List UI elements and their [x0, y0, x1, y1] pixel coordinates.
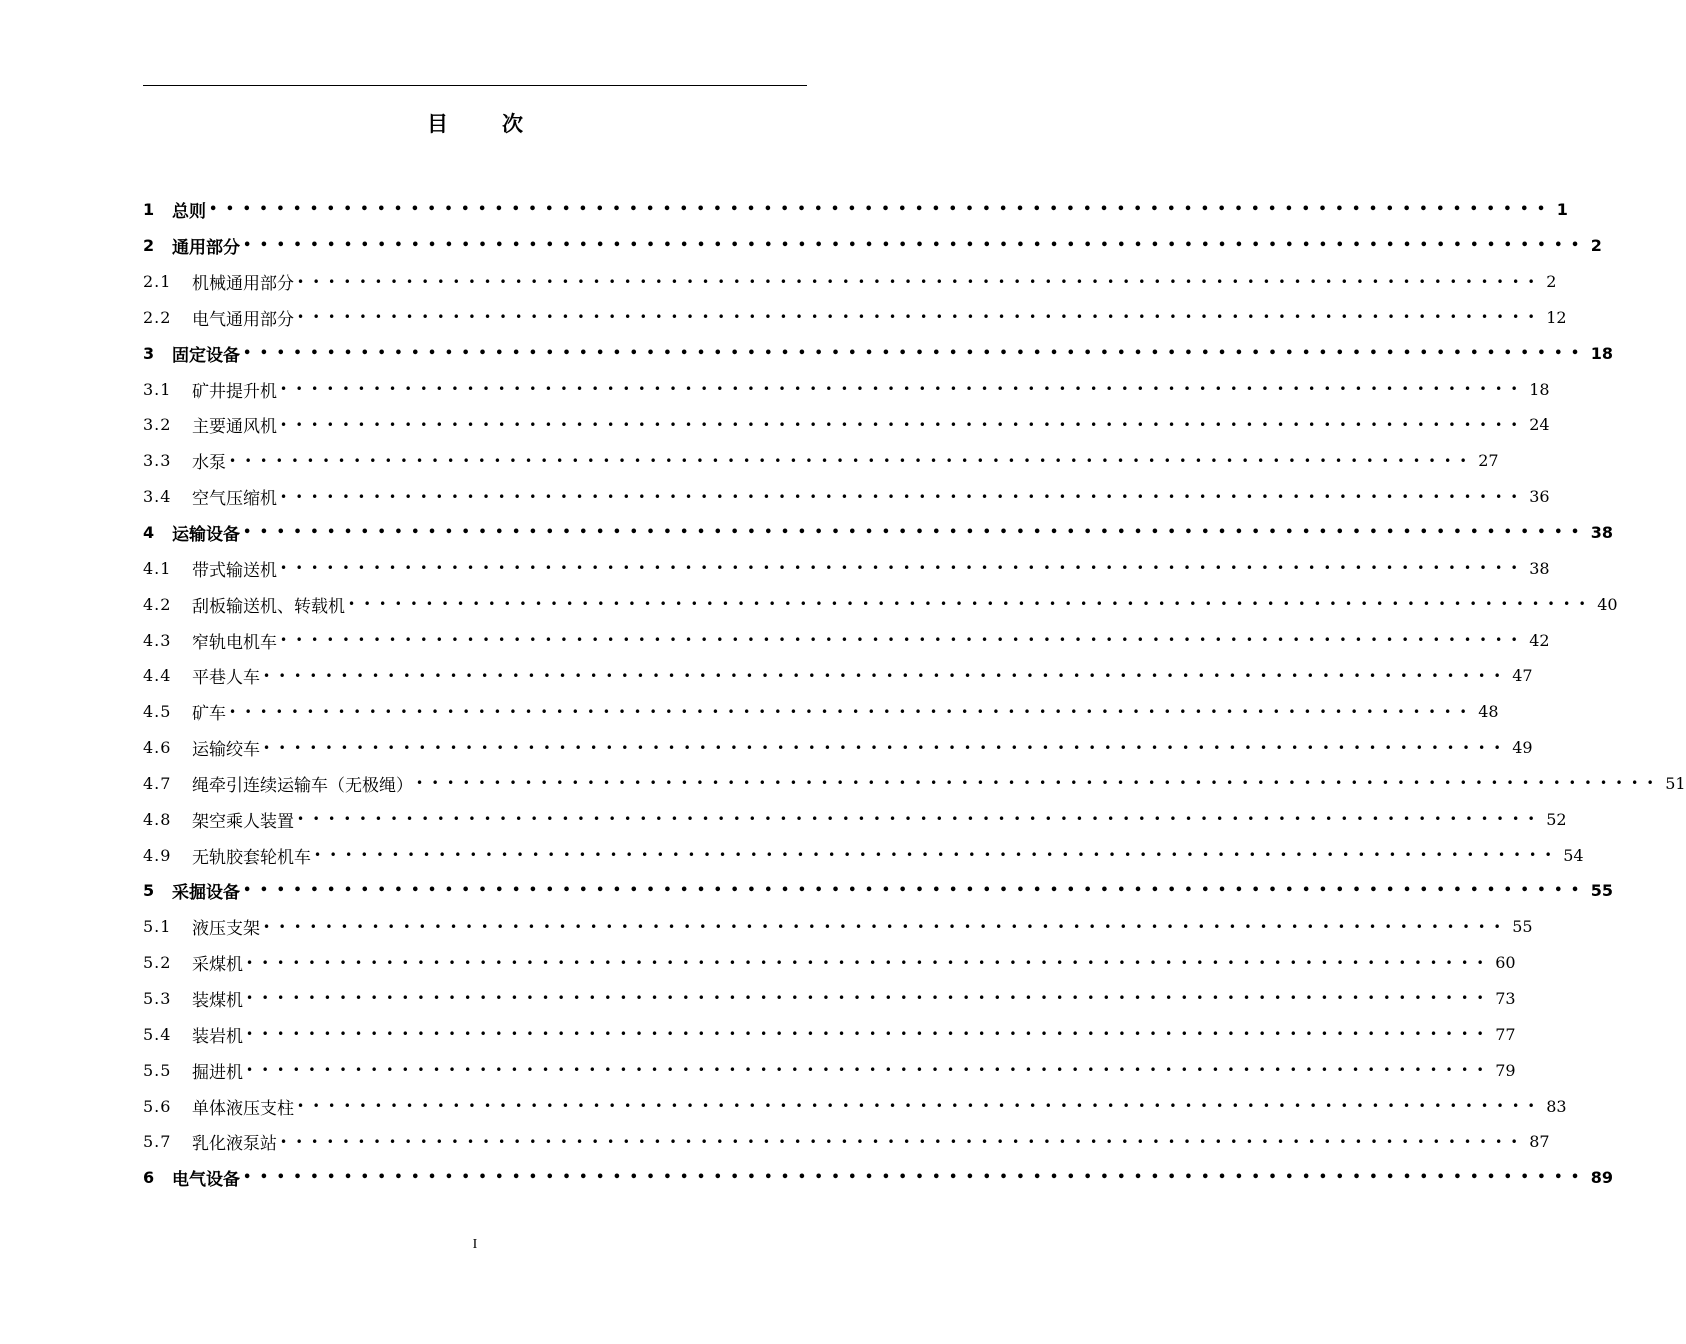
- toc-entry-page: 40: [1597, 594, 1618, 614]
- toc-dot-leader: ••••••••••••••••••••••••••••••••••••••••••••••••••••••••••••••••••••••••••••••••: [348, 597, 1595, 612]
- toc-entry-title: 主要通风机: [192, 417, 277, 438]
- toc-entry-title: 乳化液泵站: [192, 1134, 277, 1155]
- toc-section-entry[interactable]: [143, 730, 1533, 766]
- toc-entry-number: 1: [143, 200, 155, 220]
- toc-entry-page: 2: [1546, 272, 1557, 292]
- toc-section-entry[interactable]: [143, 586, 1618, 622]
- toc-dot-leader: ••••••••••••••••••••••••••••••••••••••••••••••••••••••••••••••••••••••••••••••••: [243, 883, 1588, 899]
- toc-entry-page: 51: [1665, 773, 1686, 793]
- toc-entry-title: 水泵: [192, 453, 226, 474]
- toc-entry-page: 54: [1563, 845, 1584, 865]
- toc-dot-leader: ••••••••••••••••••••••••••••••••••••••••••••••••••••••••••••••••••••••••••••••••: [229, 704, 1476, 719]
- toc-entry-title: 运输设备: [172, 525, 240, 546]
- toc-entry-title: 运输绞车: [192, 740, 260, 761]
- toc-entry-title: 采掘设备: [172, 883, 240, 904]
- toc-dot-leader: ••••••••••••••••••••••••••••••••••••••••••••••••••••••••••••••••••••••••••••••••: [280, 1134, 1527, 1149]
- toc-entry-title: 液压支架: [192, 919, 260, 940]
- toc-entry-page: 2: [1590, 236, 1602, 256]
- toc-section-entry[interactable]: [143, 694, 1499, 730]
- toc-entry-number: 2: [143, 236, 155, 256]
- toc-entry-title: 掘进机: [192, 1062, 243, 1083]
- toc-entry-number: 4.6: [143, 738, 172, 758]
- toc-entry-page: 79: [1495, 1060, 1516, 1080]
- toc-dot-leader: ••••••••••••••••••••••••••••••••••••••••••••••••••••••••••••••••••••••••••••••••: [263, 668, 1510, 683]
- toc-section-entry[interactable]: [143, 300, 1567, 336]
- toc-dot-leader: ••••••••••••••••••••••••••••••••••••••••••••••••••••••••••••••••••••••••••••••••: [280, 489, 1527, 504]
- toc-section-entry[interactable]: [143, 945, 1516, 981]
- toc-section-entry[interactable]: [143, 1016, 1516, 1052]
- toc-entry-number: 4.1: [143, 558, 172, 578]
- toc-entry-page: 55: [1590, 881, 1613, 901]
- toc-section-entry[interactable]: [143, 837, 1584, 873]
- toc-dot-leader: ••••••••••••••••••••••••••••••••••••••••••••••••••••••••••••••••••••••••••••••••: [209, 202, 1554, 218]
- page-number: I: [472, 1237, 478, 1252]
- toc-entry-number: 4.8: [143, 809, 172, 829]
- toc-entry-number: 4.2: [143, 594, 172, 614]
- toc-entry-page: 42: [1529, 630, 1550, 650]
- toc-entry-number: 3.4: [143, 487, 172, 507]
- toc-entry-number: 3.3: [143, 451, 172, 471]
- toc-dot-leader: ••••••••••••••••••••••••••••••••••••••••••••••••••••••••••••••••••••••••••••••••: [246, 991, 1493, 1006]
- toc-entry-number: 3.2: [143, 415, 172, 435]
- toc-dot-leader: ••••••••••••••••••••••••••••••••••••••••••••••••••••••••••••••••••••••••••••••••: [297, 310, 1544, 325]
- toc-section-entry[interactable]: [143, 371, 1550, 407]
- toc-entry-title: 固定设备: [172, 345, 240, 366]
- toc-section-entry[interactable]: [143, 981, 1516, 1017]
- toc-chapter-entry[interactable]: [143, 515, 1613, 551]
- toc-entry-title: 架空乘人装置: [192, 811, 294, 832]
- toc-dot-leader: ••••••••••••••••••••••••••••••••••••••••••••••••••••••••••••••••••••••••••••••••: [297, 274, 1544, 289]
- toc-entry-title: 电气通用部分: [192, 309, 294, 330]
- toc-entry-page: 83: [1546, 1096, 1567, 1116]
- toc-entry-page: 52: [1546, 809, 1567, 829]
- toc-entry-title: 窄轨电机车: [192, 632, 277, 653]
- toc-entry-number: 4.9: [143, 845, 172, 865]
- toc-entry-number: 3.1: [143, 379, 172, 399]
- toc-section-entry[interactable]: [143, 801, 1567, 837]
- toc-entry-page: 1: [1556, 200, 1568, 220]
- toc-entry-number: 5.1: [143, 917, 172, 937]
- toc-entry-page: 18: [1590, 343, 1613, 363]
- toc-entry-page: 38: [1529, 558, 1550, 578]
- toc-entry-title: 带式输送机: [192, 560, 277, 581]
- toc-entry-number: 4.4: [143, 666, 172, 686]
- header-rule: [143, 85, 807, 86]
- toc-entry-number: 2.2: [143, 307, 172, 327]
- page-title: [0, 108, 950, 140]
- toc-dot-leader: ••••••••••••••••••••••••••••••••••••••••••••••••••••••••••••••••••••••••••••••••: [229, 453, 1476, 468]
- title-part-1: 目: [427, 112, 448, 136]
- toc-entry-page: 18: [1529, 379, 1550, 399]
- toc-entry-number: 4.5: [143, 702, 172, 722]
- toc-entry-number: 5.4: [143, 1024, 172, 1044]
- toc-entry-title: 无轨胶套轮机车: [192, 847, 311, 868]
- title-part-2: 次: [502, 112, 523, 136]
- toc-section-entry[interactable]: [143, 550, 1550, 586]
- toc-dot-leader: ••••••••••••••••••••••••••••••••••••••••••••••••••••••••••••••••••••••••••••••••: [297, 812, 1544, 827]
- toc-dot-leader: ••••••••••••••••••••••••••••••••••••••••••••••••••••••••••••••••••••••••••••••••: [263, 740, 1510, 755]
- toc-entry-title: 矿井提升机: [192, 381, 277, 402]
- toc-entry-page: 12: [1546, 307, 1567, 327]
- toc-entry-number: 5: [143, 881, 155, 901]
- toc-entry-page: 73: [1495, 988, 1516, 1008]
- toc-section-entry[interactable]: [143, 909, 1533, 945]
- toc-section-entry[interactable]: [143, 1124, 1550, 1160]
- toc-chapter-entry[interactable]: [143, 335, 1613, 371]
- toc-entry-title: 单体液压支柱: [192, 1098, 294, 1119]
- toc-entry-page: 36: [1529, 487, 1550, 507]
- toc-entry-number: 5.3: [143, 988, 172, 1008]
- toc-entry-title: 绳牵引连续运输车（无极绳）: [192, 775, 413, 796]
- toc-dot-leader: ••••••••••••••••••••••••••••••••••••••••••••••••••••••••••••••••••••••••••••••••: [243, 525, 1588, 541]
- toc-entry-title: 机械通用部分: [192, 274, 294, 295]
- toc-entry-title: 装煤机: [192, 990, 243, 1011]
- toc-entry-number: 5.6: [143, 1096, 172, 1116]
- toc-section-entry[interactable]: [143, 658, 1533, 694]
- toc-entry-title: 矿车: [192, 704, 226, 725]
- toc-entry-page: 24: [1529, 415, 1550, 435]
- toc-entry-page: 87: [1529, 1132, 1550, 1152]
- toc-section-entry[interactable]: [143, 1088, 1567, 1124]
- toc-section-entry[interactable]: [143, 622, 1550, 658]
- toc-dot-leader: ••••••••••••••••••••••••••••••••••••••••••••••••••••••••••••••••••••••••••••••••: [280, 417, 1527, 432]
- toc-dot-leader: ••••••••••••••••••••••••••••••••••••••••••••••••••••••••••••••••••••••••••••••••: [297, 1099, 1544, 1114]
- toc-entry-page: 38: [1590, 523, 1613, 543]
- toc-dot-leader: ••••••••••••••••••••••••••••••••••••••••••••••••••••••••••••••••••••••••••••••••: [280, 561, 1527, 576]
- toc-entry-page: 55: [1512, 917, 1533, 937]
- toc-dot-leader: ••••••••••••••••••••••••••••••••••••••••••••••••••••••••••••••••••••••••••••••••: [246, 1027, 1493, 1042]
- toc-entry-page: 77: [1495, 1024, 1516, 1044]
- toc-section-entry[interactable]: [143, 766, 1686, 802]
- toc-entry-title: 电气设备: [172, 1170, 240, 1191]
- toc-chapter-entry[interactable]: [143, 228, 1602, 264]
- toc-entry-page: 47: [1512, 666, 1533, 686]
- toc-entry-title: 通用部分: [172, 238, 240, 259]
- toc-entry-number: 5.5: [143, 1060, 172, 1080]
- toc-entry-page: 48: [1478, 702, 1499, 722]
- toc-entry-number: 4.7: [143, 773, 172, 793]
- toc-section-entry[interactable]: [143, 479, 1550, 515]
- toc-dot-leader: ••••••••••••••••••••••••••••••••••••••••••••••••••••••••••••••••••••••••••••••••: [280, 382, 1527, 397]
- toc-dot-leader: ••••••••••••••••••••••••••••••••••••••••••••••••••••••••••••••••••••••••••••••••: [246, 955, 1493, 970]
- toc-entry-page: 49: [1512, 738, 1533, 758]
- table-of-contents: [143, 192, 1686, 1196]
- toc-dot-leader: ••••••••••••••••••••••••••••••••••••••••••••••••••••••••••••••••••••••••••••••••: [246, 1063, 1493, 1078]
- toc-section-entry[interactable]: [143, 264, 1557, 300]
- toc-entry-title: 平巷人车: [192, 668, 260, 689]
- toc-entry-page: 27: [1478, 451, 1499, 471]
- toc-entry-title: 总则: [172, 202, 206, 223]
- toc-entry-title: 刮板输送机、转载机: [192, 596, 345, 617]
- toc-section-entry[interactable]: [143, 443, 1499, 479]
- toc-section-entry[interactable]: [143, 407, 1550, 443]
- toc-entry-title: 采煤机: [192, 955, 243, 976]
- toc-entry-title: 空气压缩机: [192, 489, 277, 510]
- toc-chapter-entry[interactable]: [143, 192, 1568, 228]
- toc-entry-number: 2.1: [143, 272, 172, 292]
- toc-dot-leader: ••••••••••••••••••••••••••••••••••••••••••••••••••••••••••••••••••••••••••••••••: [243, 345, 1588, 361]
- toc-chapter-entry[interactable]: [143, 1160, 1613, 1196]
- toc-entry-number: 4.3: [143, 630, 172, 650]
- toc-entry-number: 5.7: [143, 1132, 172, 1152]
- toc-dot-leader: ••••••••••••••••••••••••••••••••••••••••••••••••••••••••••••••••••••••••••••••••: [263, 919, 1510, 934]
- toc-dot-leader: ••••••••••••••••••••••••••••••••••••••••••••••••••••••••••••••••••••••••••••••••: [314, 848, 1561, 863]
- toc-entry-number: 6: [143, 1168, 155, 1188]
- toc-dot-leader: ••••••••••••••••••••••••••••••••••••••••••••••••••••••••••••••••••••••••••••••••: [243, 1170, 1588, 1186]
- toc-entry-title: 装岩机: [192, 1026, 243, 1047]
- toc-section-entry[interactable]: [143, 1052, 1516, 1088]
- toc-dot-leader: ••••••••••••••••••••••••••••••••••••••••••••••••••••••••••••••••••••••••••••••••: [280, 633, 1527, 648]
- toc-entry-number: 3: [143, 343, 155, 363]
- toc-chapter-entry[interactable]: [143, 873, 1613, 909]
- toc-entry-number: 4: [143, 523, 155, 543]
- toc-entry-page: 60: [1495, 953, 1516, 973]
- toc-entry-number: 5.2: [143, 953, 172, 973]
- toc-entry-page: 89: [1590, 1168, 1613, 1188]
- toc-dot-leader: ••••••••••••••••••••••••••••••••••••••••••••••••••••••••••••••••••••••••••••••••: [416, 776, 1663, 791]
- toc-dot-leader: ••••••••••••••••••••••••••••••••••••••••••••••••••••••••••••••••••••••••••••••••: [243, 238, 1588, 254]
